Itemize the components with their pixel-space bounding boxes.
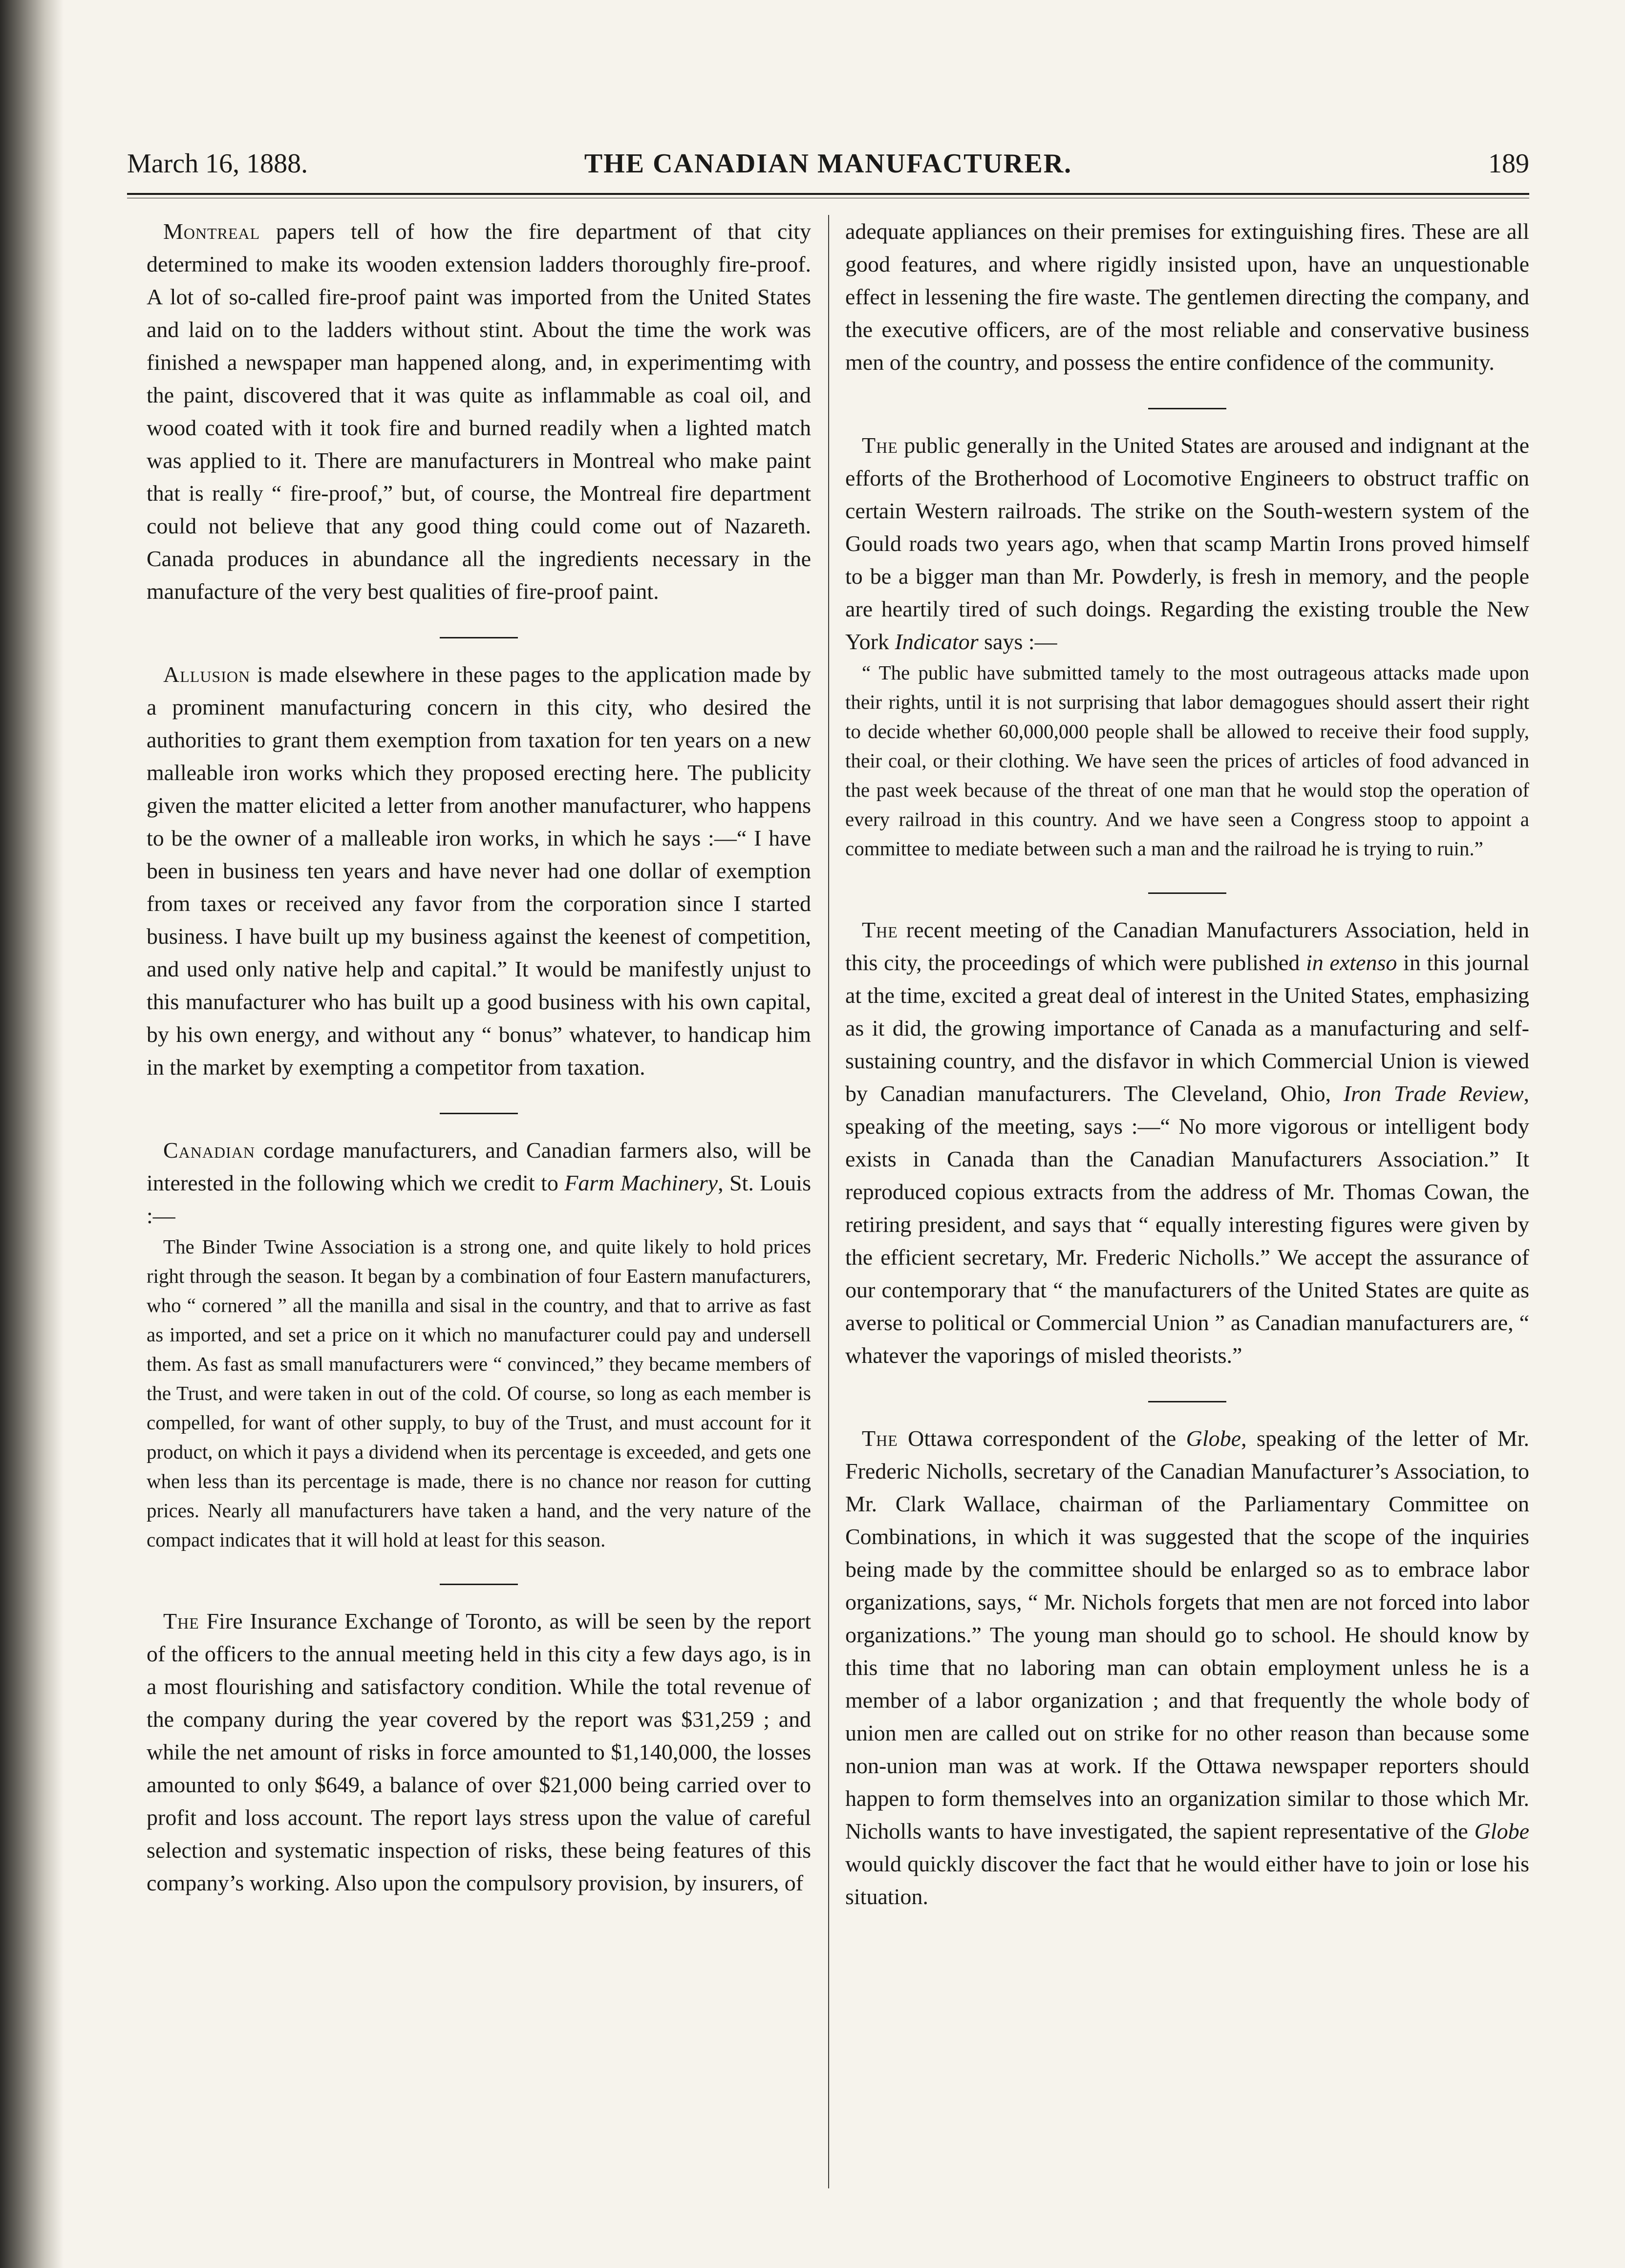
quote-paragraph: The Binder Twine Association is a strong one, and quite likely to hold prices right through the season. It began by a combination of four Eastern manufacturers, who “ cornered ” all the manilla and sisal in the country, and that to arrive as fast as imported, and set a price on it which no manufacturer could pay and undersell them. As fast as small manufacturers were “ convinced,” they became members of the Trust, and were taken in out of the cold. Of course, so long as each member is compelled, for want of other supply, to buy of the Trust, and must account for it product, on which it pays a dividend when its percentage is exceeded, and gets one when less than its percentage is made, there is no chance nor reason for cutting prices. Nearly all manufacturers have taken a hand, and the very nature of the compact indicates that it will hold at least for this season. <box>147 1235 811 1551</box>
article-separator <box>440 637 518 638</box>
article-text: papers tell of how the fire department of that city determined to make its wooden extension ladders thoroughly fire-proof. A lot of so-called fire-proof paint was imported from the United States and laid on to the ladders without stint. About the time the work was finished a newspaper man happened along, and, in experimentimg with the paint, discovered that it was quite as inflammable as coal oil, and wood coated with it took fire and burned readily when a lighted match was applied to it. There are manufacturers in Montreal who make paint that is really “ fire-proof,” but, of course, the Montreal fire department could not believe that any good thing could come out of Nazareth. Canada produces in abundance all the ingredients necessary in the manufacture of the very best qualities of fire-proof paint. <box>147 219 811 604</box>
article-text: public generally in the United States are aroused and indignant at the efforts of the Brotherhood of Locomotive Engineers to obstruct traffic on certain Western railroads. The strike on the South-western system of the Gould roads two years ago, when that scamp Martin Irons proved himself to be a bigger man than Mr. Powderly, is fresh in memory, and the people are heartily tired of such doings. Regarding the existing trouble the New York <box>845 433 1529 654</box>
quoted-passage <box>147 1232 811 1554</box>
article-binder-twine <box>147 1134 811 1554</box>
article-paragraph <box>147 215 811 608</box>
article-separator <box>1148 408 1226 409</box>
article-text: cordage manufacturers, and Canadian farmers also, will be interested in the following which we credit to <box>147 1138 811 1195</box>
article-ottawa-globe <box>845 1422 1529 1913</box>
article-lead-word: Montreal <box>163 219 260 244</box>
article-text: in this journal at the time, excited a great deal of interest in the United States, emphasizing as it did, the growing importance of Canada as a manufacturing and self-sustaining country, and the disfavor in which Commercial Union is viewed by Canadian manufacturers. The Cleveland, Ohio, <box>845 950 1529 1106</box>
article-paragraph <box>147 658 811 1083</box>
left-column <box>147 215 811 2198</box>
article-text: would quickly discover the fact that he would either have to join or lose his situation. <box>845 1851 1529 1909</box>
article-separator <box>440 1113 518 1114</box>
article-text: Fire Insurance Exchange of Toronto, as will be seen by the report of the officers to the annual meeting held in this city a few days ago, is in a most flourishing and satisfactory condition. While the total revenue of the company during the year covered by the report was $31,259 ; and while the net amount of risks in force amounted to $1,140,000, the losses amounted to only $649, a balance of over $21,000 being carried over to profit and loss account. The report lays stress upon the value of careful selection and systematic inspection of risks, these being features of this company’s working. Also upon the compulsory provision, by insurers, of <box>147 1609 811 1895</box>
article-locomotive-engineers <box>845 429 1529 863</box>
article-paragraph: adequate appliances on their premises for extinguishing fires. These are all good features, and where rigidly insisted upon, have an unquestionable effect in lessening the fire waste. The gentlemen directing the company, and the executive officers, are of the most reliable and conservative business men of the country, and possess the entire confidence of the community. <box>845 219 1529 375</box>
article-text: Ottawa correspondent of the <box>898 1426 1186 1451</box>
article-text: , speaking of the meeting, says :—“ No more vigorous or intelligent body exists in Canada than the Canadian Manufacturers Association.” It reproduced copious extracts from the address of Mr. Thomas Cowan, the retiring president, and says that “ equally interesting figures were given by the efficient secretary, Mr. Frederic Nicholls.” We accept the assurance of our contemporary that “ the manufacturers of the United States are quite as averse to political or Commercial Union ” as Canadian manufacturers are, “ whatever the vaporings of misled theorists.” <box>845 1081 1529 1368</box>
header-rule <box>127 193 1529 195</box>
publication-name: Globe <box>1474 1819 1529 1844</box>
article-lead-word: Allusion <box>163 662 251 687</box>
quoted-passage <box>845 658 1529 863</box>
article-separator <box>1148 1401 1226 1402</box>
article-fire-insurance <box>147 1605 811 1899</box>
article-lead-word: Canadian <box>163 1138 255 1163</box>
publication-name: Iron Trade Review <box>1343 1081 1524 1106</box>
article-paragraph <box>845 1422 1529 1913</box>
article-paragraph <box>147 1134 811 1232</box>
article-lead-word: The <box>862 433 898 458</box>
article-text: , speaking of the letter of Mr. Frederic Nicholls, secretary of the Canadian Manufacturer’s Association, to Mr. Clark Wallace, chairman of the Parliamentary Committee on Combinations, in which it was suggested that the scope of the inquiries being made by the committee should be enlarged so as to embrace labor organizations, says, “ Mr. Nichols forgets that men are not forced into labor organizations.” The young man should go to school. He should know by this time that no laboring man can obtain employment unless he is a member of a labor organization ; and that frequently the whole body of union men are called out on strike for no other reason than because some non-union man was at work. If the Ottawa newspaper reporters should happen to form themselves into an organization similar to those which Mr. Nicholls wants to have investigated, the sapient representative of the <box>845 1426 1529 1844</box>
article-lead-word: The <box>163 1609 199 1633</box>
page-number: 189 <box>1488 148 1529 179</box>
binding-shadow <box>0 0 64 2268</box>
article-text: is made elsewhere in these pages to the application made by a prominent manufacturing concern in this city, who desired the authorities to grant them exemption from taxation for ten years on a new malleable iron works which they proposed erecting here. The publicity given the matter elicited a letter from another manufacturer, who happens to be the owner of a malleable iron works, in which he says :—“ I have been in business ten years and have never had one dollar of exemption from taxes or received any favor from the corporation since I started business. I have built up my business against the keenest of competition, and used only native help and capital.” It would be manifestly unjust to this manufacturer who has built up a good business with his own capital, by his own energy, and without any “ bonus” whatever, to handicap him in the market by exempting a competitor from taxation. <box>147 662 811 1080</box>
article-lead-word: The <box>862 1426 898 1451</box>
issue-date: March 16, 1888. <box>127 148 308 179</box>
publication-name: Globe <box>1186 1426 1241 1451</box>
column-divider <box>828 215 829 2188</box>
article-text: says :— <box>978 629 1057 654</box>
quote-paragraph: “ The public have submitted tamely to the most outrageous attacks made upon their rights, until it is not surprising that labor demagogues should assert their right to decide whether 60,000,000 people shall be allowed to receive their food supply, their coal, or their clothing. We have seen the prices of articles of food advanced in the past week because of the threat of one man that he would stop the operation of every railroad in this country. And we have seen a Congress stoop to appoint a committee to mediate between such a man and the railroad he is trying to ruin.” <box>845 661 1529 860</box>
article-text: recent meeting of the Canadian Manufacturers Association, held in this city, the proceedings of which were published <box>845 917 1529 975</box>
article-separator <box>440 1584 518 1585</box>
article-tax-exemption <box>147 658 811 1083</box>
publication-name: Indicator <box>895 629 979 654</box>
italic-phrase: in extenso <box>1305 950 1397 975</box>
page-header <box>127 142 1529 186</box>
publication-title: THE CANADIAN MANUFACTURER. <box>584 148 1072 179</box>
article-paragraph <box>147 1605 811 1899</box>
publication-name: Farm Machinery <box>564 1170 718 1195</box>
article-fire-insurance-continued <box>845 215 1529 379</box>
article-paragraph <box>845 429 1529 658</box>
article-paragraph <box>845 913 1529 1372</box>
article-lead-word: The <box>862 917 898 942</box>
article-montreal-paint <box>147 215 811 608</box>
article-manufacturers-association <box>845 913 1529 1372</box>
article-text: , St. Louis :— <box>147 1170 811 1228</box>
right-column <box>845 215 1529 2198</box>
article-separator <box>1148 892 1226 894</box>
